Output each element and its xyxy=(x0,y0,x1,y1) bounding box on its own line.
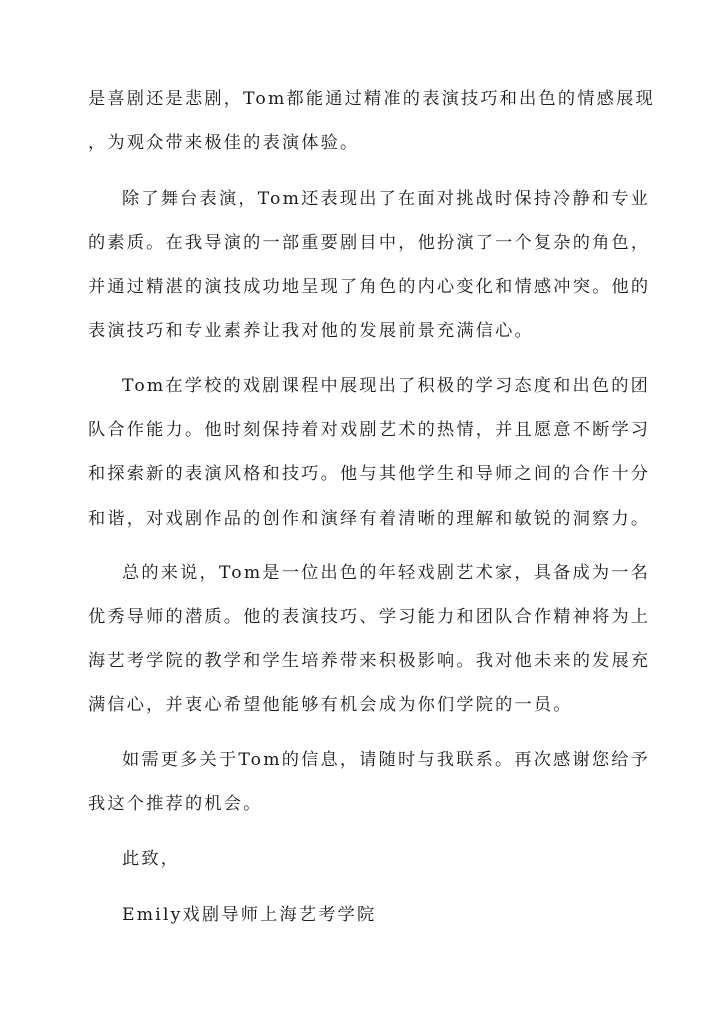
paragraph-line: 和探索新的表演风格和技巧。他与其他学生和导师之间的合作十分 xyxy=(88,464,651,484)
paragraph-line: 海艺考学院的教学和学生培养带来积极影响。我对他未来的发展充 xyxy=(88,651,651,671)
paragraph-line: Tom在学校的戏剧课程中展现出了积极的学习态度和出色的团 xyxy=(122,376,651,396)
paragraph-line: 是喜剧还是悲剧，Tom都能通过精准的表演技巧和出色的情感展现 xyxy=(88,89,655,109)
paragraph-line: 并通过精湛的演技成功地呈现了角色的内心变化和情感冲突。他的 xyxy=(88,277,651,297)
paragraph-line: 的素质。在我导演的一部重要剧目中，他扮演了一个复杂的角色， xyxy=(88,233,651,253)
closing-salutation: 此致， xyxy=(122,849,181,869)
paragraph-line: 满信心，并衷心希望他能够有机会成为你们学院的一员。 xyxy=(88,695,573,715)
paragraph-line: 如需更多关于Tom的信息，请随时与我联系。再次感谢您给予 xyxy=(122,750,651,770)
paragraph-line: 总的来说，Tom是一位出色的年轻戏剧艺术家，具备成为一名 xyxy=(122,563,651,583)
paragraph-line: 队合作能力。他时刻保持着对戏剧艺术的热情，并且愿意不断学习 xyxy=(88,420,651,440)
paragraph-line: 优秀导师的潜质。他的表演技巧、学习能力和团队合作精神将为上 xyxy=(88,607,651,627)
paragraph-line: 和谐，对戏剧作品的创作和演绎有着清晰的理解和敏锐的洞察力。 xyxy=(88,509,651,529)
paragraph-line: 表演技巧和专业素养让我对他的发展前景充满信心。 xyxy=(88,321,534,341)
paragraph-line: 我这个推荐的机会。 xyxy=(88,794,263,814)
paragraph-line: 除了舞台表演，Tom还表现出了在面对挑战时保持冷静和专业 xyxy=(122,189,651,209)
signature-line: Emily戏剧导师上海艺考学院 xyxy=(122,905,377,925)
paragraph-line: ，为观众带来极佳的表演体验。 xyxy=(88,133,360,153)
